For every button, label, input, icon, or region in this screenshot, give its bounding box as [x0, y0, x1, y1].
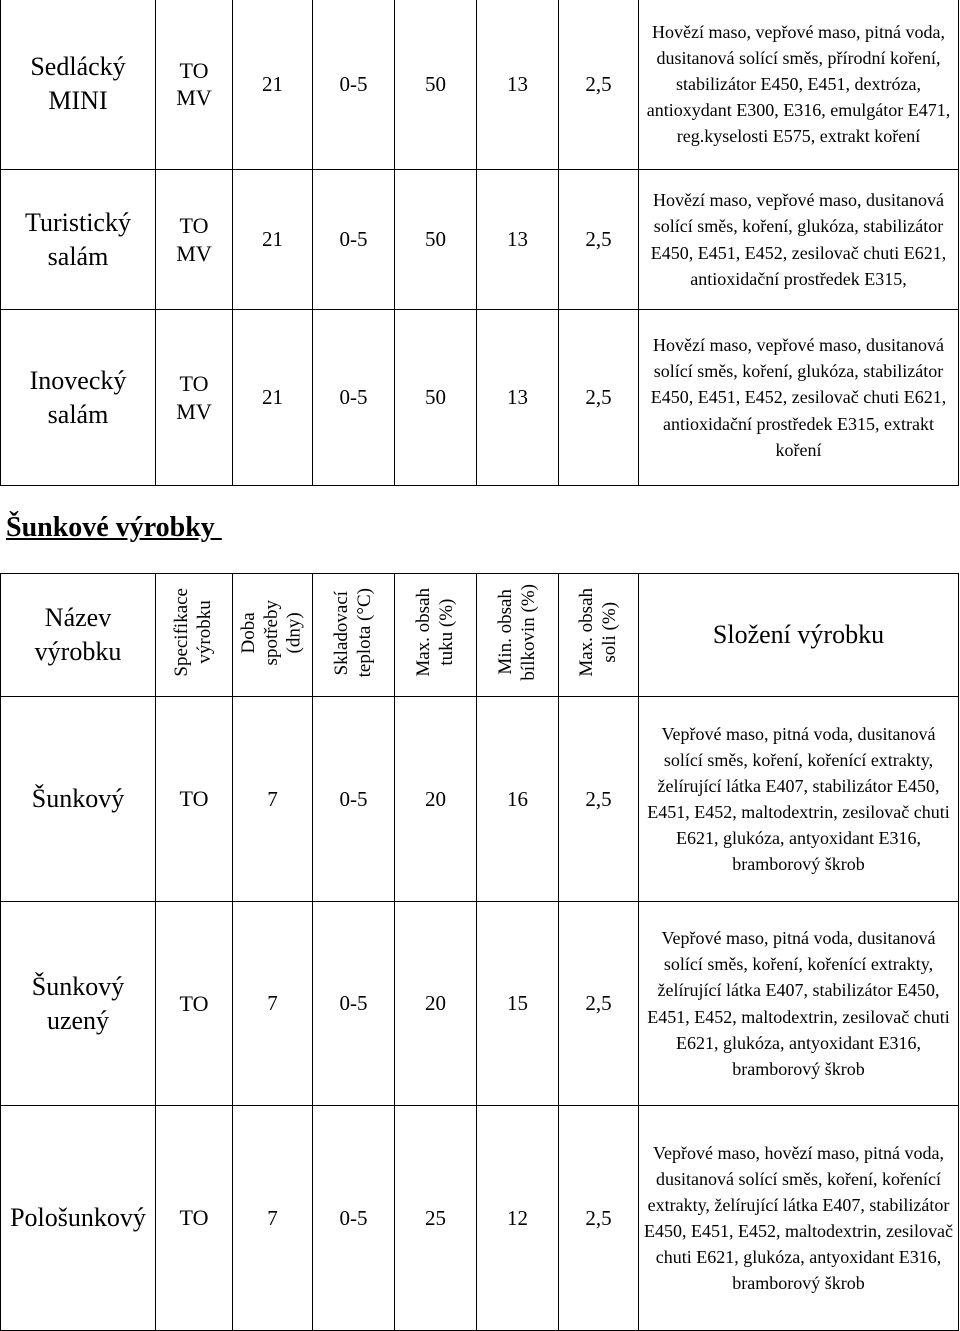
product-composition: Hovězí maso, vepřové maso, dusitanová solící směs, koření, glukóza, stabilizátor E450, E451, E452, zesilovač chuti E621, antioxidační prostředek E315, extrakt koření — [639, 310, 959, 486]
max-salt: 2,5 — [559, 1106, 639, 1331]
shelf-life-days: 21 — [233, 170, 313, 310]
shelf-life-days: 7 — [233, 902, 313, 1106]
max-salt: 2,5 — [559, 697, 639, 902]
max-salt: 2,5 — [559, 310, 639, 486]
max-salt: 2,5 — [559, 902, 639, 1106]
product-table-salami — [0, 0, 959, 486]
header-salt — [559, 574, 639, 697]
min-protein: 15 — [477, 902, 559, 1106]
product-composition: Hovězí maso, vepřové maso, pitná voda, dusitanová solící směs, přírodní koření, stabilizátor E450, E451, dextróza, antioxydant E300, E316, emulgátor E471, reg.kyselosti E575, extrakt koření — [639, 0, 959, 170]
header-spec — [156, 574, 233, 697]
product-spec: TO — [156, 697, 233, 902]
product-name: Šunkový — [1, 697, 156, 902]
header-salt-label: Max. obsah soli (%) — [575, 588, 620, 677]
min-protein: 16 — [477, 697, 559, 902]
storage-temp: 0-5 — [313, 0, 395, 170]
header-temp-label: Skladovací teplota (°C) — [330, 587, 375, 678]
max-fat: 20 — [395, 697, 477, 902]
table-row — [1, 697, 959, 902]
table-row — [1, 170, 959, 310]
storage-temp: 0-5 — [313, 697, 395, 902]
header-spec-label: Specifikace výrobku — [171, 588, 215, 677]
product-spec: TO MV — [156, 0, 233, 170]
product-composition: Hovězí maso, vepřové maso, dusitanová solící směs, koření, glukóza, stabilizátor E450, E451, E452, zesilovač chuti E621, antioxidační prostředek E315, — [639, 170, 959, 310]
product-composition: Vepřové maso, pitná voda, dusitanová solící směs, koření, kořenící extrakty, želírující látka E407, stabilizátor E450, E451, E452, maltodextrin, zesilovač chuti E621, glukóza, antyoxidant E316, bramborový škrob — [639, 902, 959, 1106]
header-days — [233, 574, 313, 697]
storage-temp: 0-5 — [313, 310, 395, 486]
max-fat: 50 — [395, 310, 477, 486]
header-protein — [477, 574, 559, 697]
product-composition: Vepřové maso, hovězí maso, pitná voda, dusitanová solící směs, koření, kořenící extrakty, želírující látka E407, stabilizátor E450, E451, E452, maltodextrin, zesilovač chuti E621, glukóza, antyoxidant E316, bramborový škrob — [639, 1106, 959, 1331]
max-fat: 25 — [395, 1106, 477, 1331]
shelf-life-days: 7 — [233, 1106, 313, 1331]
product-spec: TO — [156, 1106, 233, 1331]
product-spec: TO MV — [156, 170, 233, 310]
storage-temp: 0-5 — [313, 170, 395, 310]
shelf-life-days: 7 — [233, 697, 313, 902]
table-row — [1, 0, 959, 170]
product-name: Turistický salám — [1, 170, 156, 310]
table-row — [1, 902, 959, 1106]
storage-temp: 0-5 — [313, 1106, 395, 1331]
shelf-life-days: 21 — [233, 0, 313, 170]
product-name: Inovecký salám — [1, 310, 156, 486]
shelf-life-days: 21 — [233, 310, 313, 486]
min-protein: 12 — [477, 1106, 559, 1331]
min-protein: 13 — [477, 0, 559, 170]
min-protein: 13 — [477, 310, 559, 486]
table-header-row — [1, 574, 959, 697]
max-fat: 20 — [395, 902, 477, 1106]
table-row — [1, 1106, 959, 1331]
header-temp — [313, 574, 395, 697]
max-salt: 2,5 — [559, 170, 639, 310]
min-protein: 13 — [477, 170, 559, 310]
table-row — [1, 310, 959, 486]
header-protein-label: Min. obsah bílkovin (%) — [494, 584, 539, 681]
header-product-name: Název výrobku — [1, 574, 156, 697]
header-fat — [395, 574, 477, 697]
max-fat: 50 — [395, 0, 477, 170]
max-salt: 2,5 — [559, 0, 639, 170]
header-fat-label: Max. obsah tuku (%) — [412, 588, 457, 677]
product-name: Šunkový uzený — [1, 902, 156, 1106]
section-heading: Šunkové výrobky — [6, 512, 222, 543]
product-name: Sedlácký MINI — [1, 0, 156, 170]
header-days-label: Doba spotřeby (dny) — [238, 599, 305, 666]
max-fat: 50 — [395, 170, 477, 310]
product-spec: TO MV — [156, 310, 233, 486]
header-composition: Složení výrobku — [639, 574, 959, 697]
storage-temp: 0-5 — [313, 902, 395, 1106]
product-name: Pološunkový — [1, 1106, 156, 1331]
product-composition: Vepřové maso, pitná voda, dusitanová solící směs, koření, kořenící extrakty, želírující látka E407, stabilizátor E450, E451, E452, maltodextrin, zesilovač chuti E621, glukóza, antyoxidant E316, bramborový škrob — [639, 697, 959, 902]
product-spec: TO — [156, 902, 233, 1106]
product-table-ham — [0, 573, 959, 1331]
